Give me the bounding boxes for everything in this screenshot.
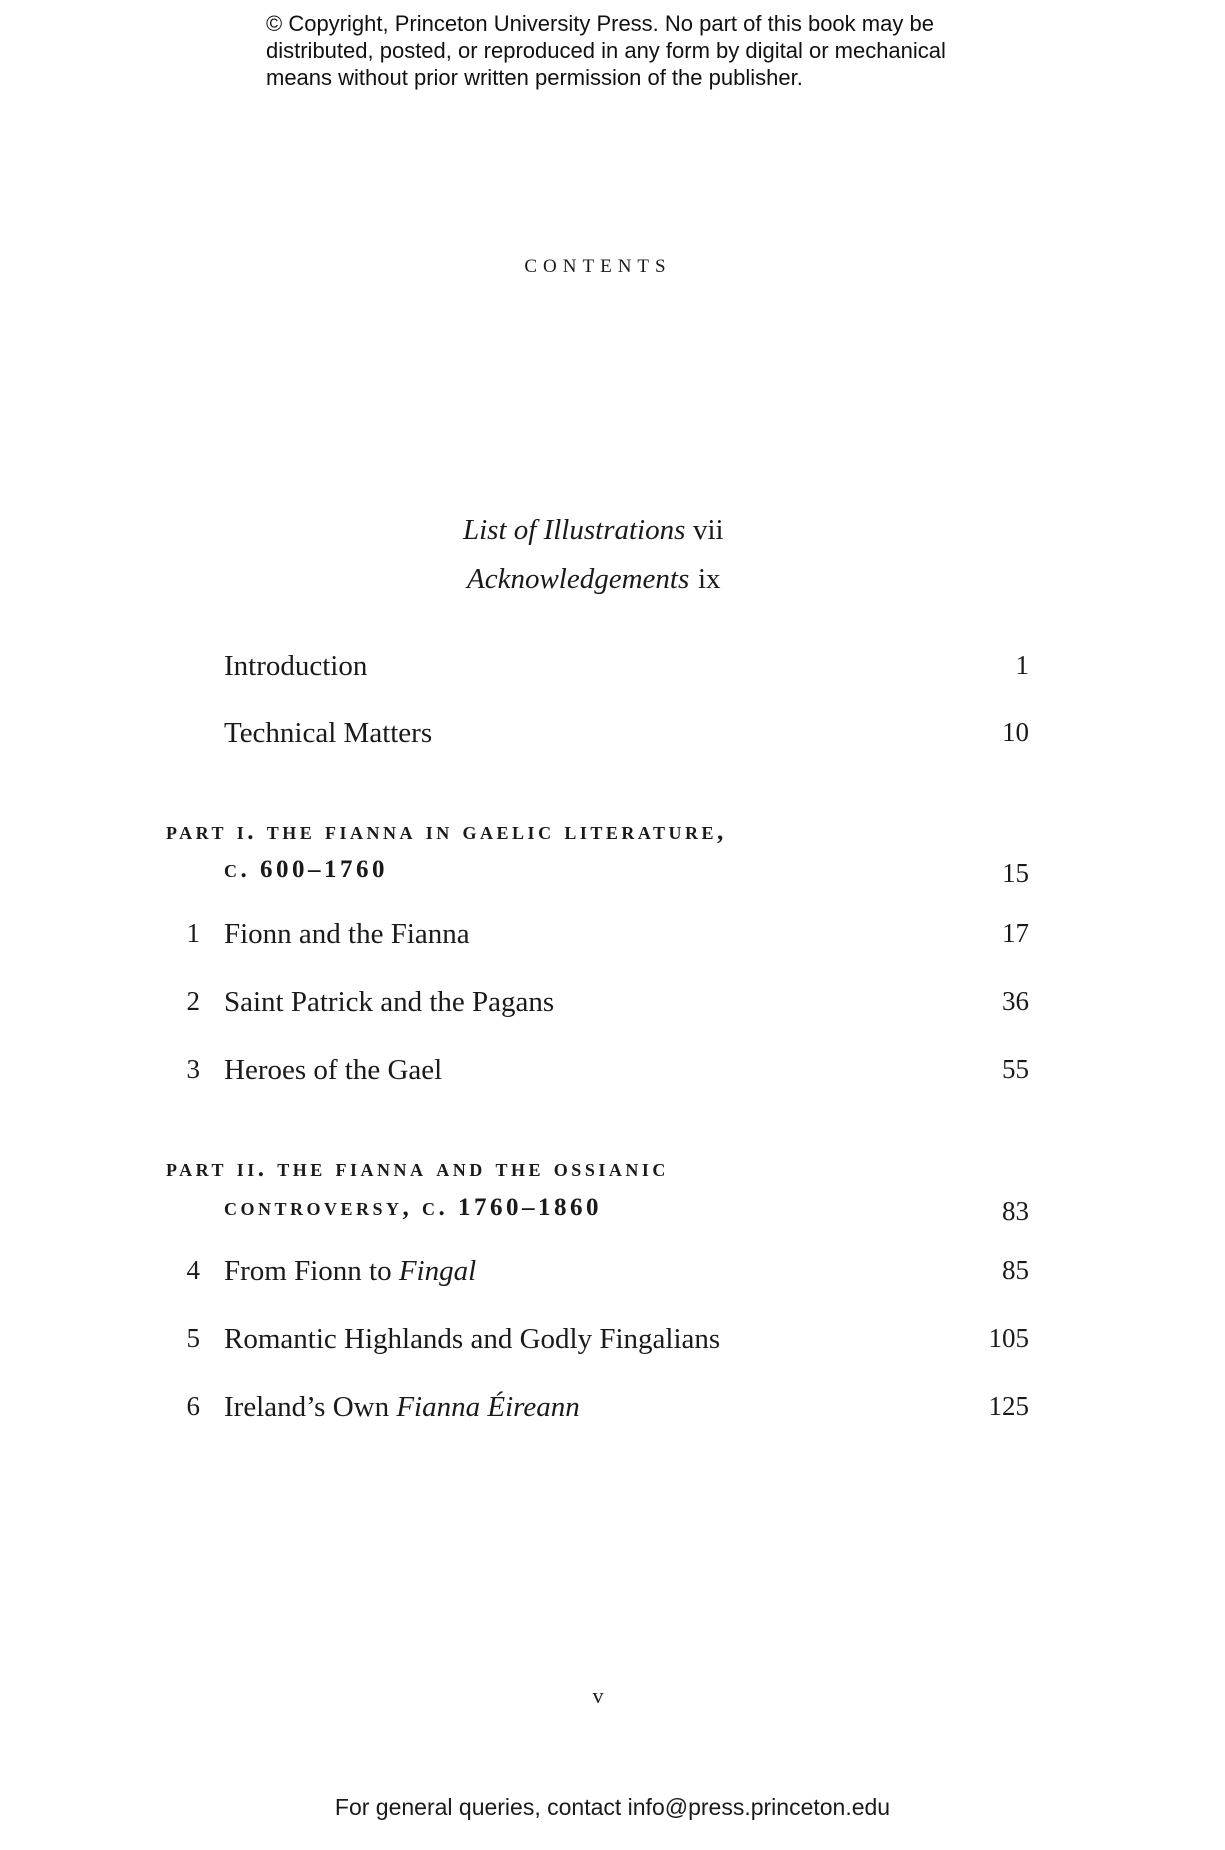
chapter-number: 5 (186, 1323, 200, 1353)
part-heading[interactable]: part ii. the fianna and the ossianic (166, 1155, 669, 1182)
toc-entry-chapter[interactable] (0, 1323, 1225, 1363)
entry-page: 85 (1002, 1255, 1029, 1285)
entry-page: vii (693, 514, 724, 546)
entry-title: Introduction (224, 650, 368, 682)
entry-page: 1 (1015, 650, 1029, 680)
toc-entry-chapter[interactable] (0, 986, 1225, 1026)
copyright-line: distributed, posted, or reproduced in any form by digital or mechanical (266, 38, 946, 63)
copyright-line: means without prior written permission of the publisher. (266, 65, 803, 90)
chapter-number: 2 (186, 986, 200, 1016)
toc-entry-chapter[interactable] (0, 1255, 1225, 1295)
entry-page: ix (698, 563, 721, 595)
toc-entry-chapter[interactable] (0, 1391, 1225, 1431)
entry-title: Heroes of the Gael (224, 1054, 443, 1086)
chapter-number: 6 (186, 1391, 200, 1421)
page-folio: v (592, 1683, 604, 1708)
footer-contact: For general queries, contact info@press.princeton.edu (334, 1794, 891, 1820)
part-heading[interactable]: part i. the fianna in gaelic literature, (166, 818, 727, 845)
toc-entry-acknowledgements[interactable] (467, 563, 721, 603)
part-page: 83 (1002, 1196, 1029, 1226)
toc-entry-list-of-illustrations[interactable] (463, 514, 724, 554)
toc-entry-chapter[interactable] (0, 1054, 1225, 1094)
toc-entry-technical-matters[interactable] (0, 717, 1225, 757)
entry-title: Ireland’s Own Fianna Éireann (224, 1391, 580, 1423)
part-heading-continued[interactable]: c. 600–1760 (224, 856, 388, 883)
entry-title: List of Illustrations (463, 514, 686, 546)
entry-title: Fionn and the Fianna (224, 918, 470, 950)
entry-page: 125 (988, 1391, 1029, 1421)
entry-title: From Fionn to Fingal (224, 1255, 477, 1287)
entry-title: Saint Patrick and the Pagans (224, 986, 555, 1018)
entry-page: 55 (1002, 1054, 1029, 1084)
copyright-notice (266, 10, 986, 91)
entry-title: Romantic Highlands and Godly Fingalians (224, 1323, 721, 1355)
entry-title: Acknowledgements (467, 563, 690, 595)
copyright-line: © Copyright, Princeton University Press. No part of this book may be (266, 11, 934, 36)
entry-page: 36 (1002, 986, 1029, 1016)
chapter-number: 1 (186, 918, 200, 948)
chapter-number: 3 (186, 1054, 200, 1084)
chapter-number: 4 (186, 1255, 200, 1285)
contents-heading: contents (524, 248, 672, 278)
toc-entry-chapter[interactable] (0, 918, 1225, 958)
entry-page: 105 (988, 1323, 1029, 1353)
toc-entry-introduction[interactable] (0, 650, 1225, 690)
part-page: 15 (1002, 858, 1029, 888)
entry-page: 17 (1002, 918, 1029, 948)
entry-title: Technical Matters (224, 717, 433, 749)
entry-page: 10 (1002, 717, 1029, 747)
part-heading-continued[interactable]: controversy, c. 1760–1860 (224, 1194, 603, 1221)
